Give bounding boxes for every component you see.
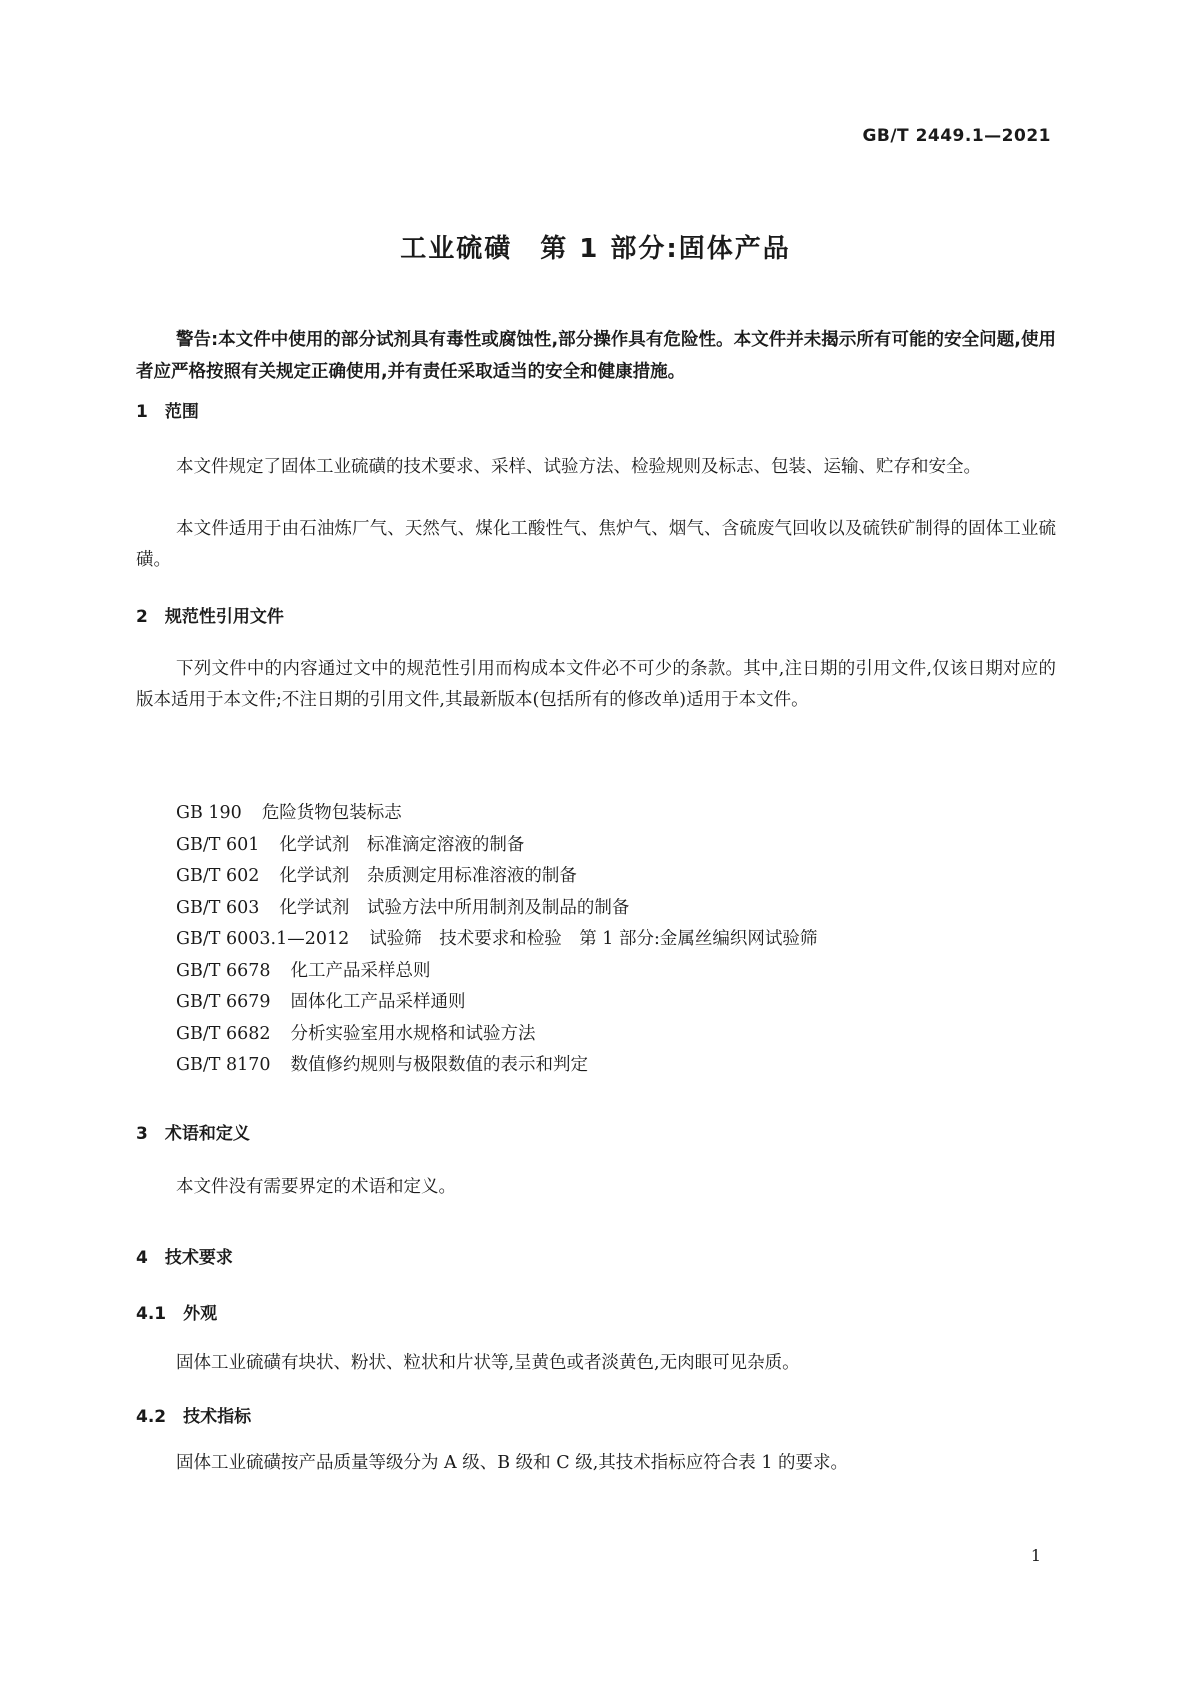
section-1-paragraph-1: 本文件规定了固体工业硫磺的技术要求、采样、试验方法、检验规则及标志、包装、运输、贮存和安全。 (176, 457, 981, 477)
standard-code: GB/T 2449.1—2021 (862, 126, 1051, 146)
section-4-2-heading: 4.2 技术指标 (136, 1407, 252, 1427)
reference-code: GB/T 8170 (176, 1055, 271, 1075)
reference-code: GB/T 601 (176, 834, 260, 855)
list-item (176, 924, 817, 956)
list-item (176, 987, 817, 1019)
list-item (176, 893, 817, 925)
section-2-heading: 2 规范性引用文件 (136, 607, 284, 627)
reference-code: GB/T 602 (176, 866, 260, 886)
reference-title: 试验筛 技术要求和检验 第 1 部分:金属丝编织网试验筛 (369, 929, 818, 949)
page-title: 工业硫磺 第 1 部分:固体产品 (400, 234, 791, 264)
reference-title: 数值修约规则与极限数值的表示和判定 (290, 1055, 589, 1075)
section-3-paragraph-1: 本文件没有需要界定的术语和定义。 (176, 1177, 456, 1197)
section-2-paragraph-1: 下列文件中的内容通过文中的规范性引用而构成本文件必不可少的条款。其中,注日期的引用文件,仅该日期对应的版本适用于本文件;不注日期的引用文件,其最新版本(包括所有的修改单)适用于本文件。 (136, 659, 1056, 710)
section-1-heading: 1 范围 (136, 402, 199, 422)
section-4-2-paragraph: 固体工业硫磺按产品质量等级分为 A 级、B 级和 C 级,其技术指标应符合表 1 的要求。 (176, 1453, 849, 1473)
section-3-heading: 3 术语和定义 (136, 1124, 250, 1144)
reference-title: 危险货物包装标志 (261, 803, 402, 823)
section-1-paragraph-2: 本文件适用于由石油炼厂气、天然气、煤化工酸性气、焦炉气、烟气、含硫废气回收以及硫铁矿制得的固体工业硫磺。 (136, 519, 1056, 570)
reference-title: 化学试剂 标准滴定溶液的制备 (279, 834, 525, 855)
reference-title: 化学试剂 杂质测定用标准溶液的制备 (279, 866, 577, 886)
reference-code: GB/T 6678 (176, 960, 271, 981)
list-item (176, 861, 817, 893)
reference-title: 化工产品采样总则 (290, 960, 431, 981)
normative-reference-list (176, 798, 817, 1082)
reference-code: GB/T 6679 (176, 992, 271, 1012)
reference-title: 分析实验室用水规格和试验方法 (290, 1023, 536, 1044)
reference-code: GB 190 (176, 803, 242, 823)
reference-title: 化学试剂 试验方法中所用制剂及制品的制备 (279, 897, 630, 918)
list-item (176, 1019, 817, 1051)
reference-code: GB/T 603 (176, 897, 260, 918)
list-item (176, 1050, 817, 1082)
warning-paragraph: 警告:本文件中使用的部分试剂具有毒性或腐蚀性,部分操作具有危险性。本文件并未揭示所有可能的安全问题,使用者应严格按照有关规定正确使用,并有责任采取适当的安全和健康措施。 (136, 330, 1056, 382)
page-number: 1 (1030, 1546, 1041, 1565)
section-4-heading: 4 技术要求 (136, 1248, 233, 1268)
list-item (176, 798, 817, 830)
section-4-1-paragraph: 固体工业硫磺有块状、粉状、粒状和片状等,呈黄色或者淡黄色,无肉眼可见杂质。 (176, 1353, 800, 1373)
reference-code: GB/T 6003.1—2012 (176, 929, 350, 949)
list-item (176, 956, 817, 988)
reference-code: GB/T 6682 (176, 1023, 271, 1044)
reference-title: 固体化工产品采样通则 (290, 992, 466, 1012)
section-4-1-heading: 4.1 外观 (136, 1304, 218, 1324)
list-item (176, 830, 817, 862)
